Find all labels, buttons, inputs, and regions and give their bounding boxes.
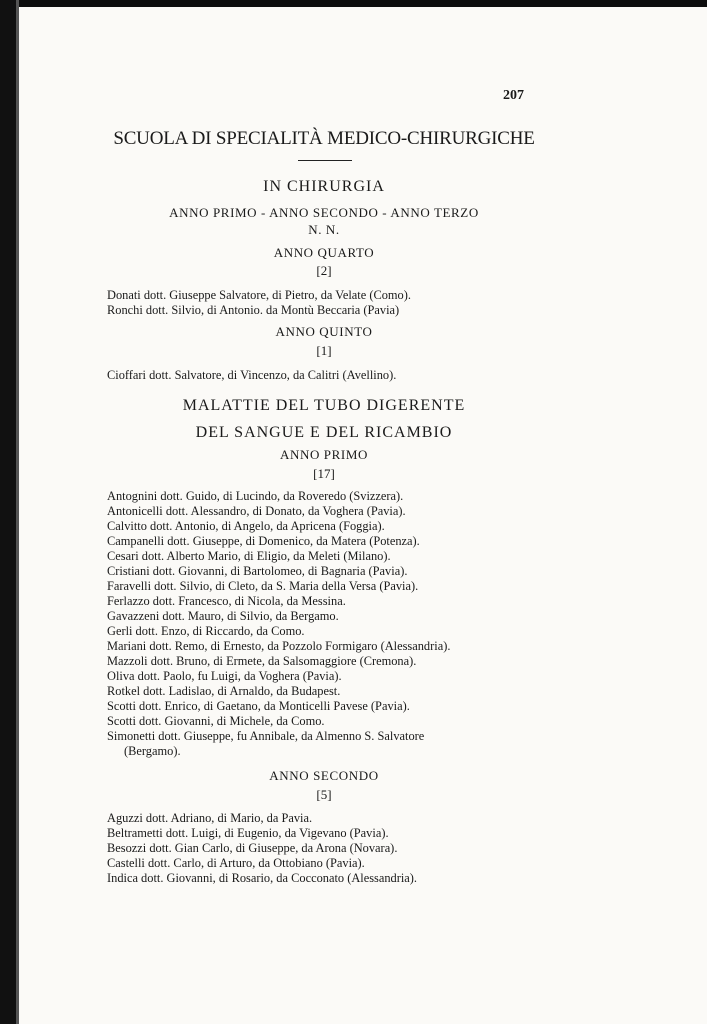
list-item: Rotkel dott. Ladislao, di Arnaldo, da Budapest. [107, 684, 341, 698]
year-heading: ANNO PRIMO [280, 447, 368, 462]
list-item: Scotti dott. Giovanni, di Michele, da Como. [107, 714, 325, 728]
year-count: [17] [313, 466, 335, 481]
section-subheading-years: ANNO PRIMO - ANNO SECONDO - ANNO TERZO [169, 205, 479, 220]
year-count: [1] [316, 343, 332, 358]
page-number: 207 [503, 88, 524, 103]
section-nn: N. N. [308, 222, 340, 237]
list-item: Cristiani dott. Giovanni, di Bartolomeo, di Bagnaria (Pavia). [107, 564, 408, 578]
year-count: [5] [316, 787, 332, 802]
year-count: [2] [316, 263, 332, 278]
section-heading-chirurgia: IN CHIRURGIA [263, 178, 385, 195]
year-heading: ANNO QUARTO [273, 245, 375, 260]
list-item-continuation: (Bergamo). [124, 744, 181, 758]
list-item: Donati dott. Giuseppe Salvatore, di Pietro, da Velate (Como). [107, 288, 411, 302]
list-item: Cioffari dott. Salvatore, di Vincenzo, da Calitri (Avellino). [107, 368, 397, 382]
list-item: Castelli dott. Carlo, di Arturo, da Ottobiano (Pavia). [107, 856, 365, 870]
list-item: Indica dott. Giovanni, di Rosario, da Cocconato (Alessandria). [107, 871, 418, 885]
list-item: Gavazzeni dott. Mauro, di Silvio, da Bergamo. [107, 609, 339, 623]
list-item: Oliva dott. Paolo, fu Luigi, da Voghera (Pavia). [107, 669, 342, 683]
list-item: Aguzzi dott. Adriano, di Mario, da Pavia. [107, 811, 313, 825]
scan-edge-left [0, 0, 16, 1024]
list-item: Mazzoli dott. Bruno, di Ermete, da Salsomaggiore (Cremona). [107, 654, 417, 668]
list-item: Besozzi dott. Gian Carlo, di Giuseppe, da Arona (Novara). [107, 841, 398, 855]
scan-edge-top [0, 0, 707, 7]
list-item: Ferlazzo dott. Francesco, di Nicola, da Messina. [107, 594, 346, 608]
list-item: Cesari dott. Alberto Mario, di Eligio, da Meleti (Milano). [107, 549, 391, 563]
section-heading-malattie-line2: DEL SANGUE E DEL RICAMBIO [195, 424, 453, 441]
list-item: Simonetti dott. Giuseppe, fu Annibale, da Almenno S. Salvatore [107, 729, 425, 743]
list-item: Campanelli dott. Giuseppe, di Domenico, da Matera (Potenza). [107, 534, 420, 548]
list-item: Calvitto dott. Antonio, di Angelo, da Apricena (Foggia). [107, 519, 385, 533]
list-item: Scotti dott. Enrico, di Gaetano, da Monticelli Pavese (Pavia). [107, 699, 410, 713]
list-item: Beltrametti dott. Luigi, di Eugenio, da Vigevano (Pavia). [107, 826, 389, 840]
year-heading: ANNO SECONDO [269, 768, 379, 783]
list-item: Antonicelli dott. Alessandro, di Donato, da Voghera (Pavia). [107, 504, 406, 518]
list-item: Antognini dott. Guido, di Lucindo, da Roveredo (Svizzera). [107, 489, 404, 503]
section-heading-malattie-line1: MALATTIE DEL TUBO DIGERENTE [182, 397, 466, 414]
page-title: SCUOLA DI SPECIALITÀ MEDICO-CHIRURGICHE [113, 128, 535, 149]
list-item: Mariani dott. Remo, di Ernesto, da Pozzolo Formigaro (Alessandria). [107, 639, 451, 653]
year-heading: ANNO QUINTO [275, 324, 373, 339]
list-item: Ronchi dott. Silvio, di Antonio. da Montù Beccaria (Pavia) [107, 303, 400, 317]
list-item: Gerli dott. Enzo, di Riccardo, da Como. [107, 624, 305, 638]
scan-edge-left-shadow [16, 0, 19, 1024]
list-item: Faravelli dott. Silvio, di Cleto, da S. Maria della Versa (Pavia). [107, 579, 419, 593]
title-divider [298, 160, 352, 161]
